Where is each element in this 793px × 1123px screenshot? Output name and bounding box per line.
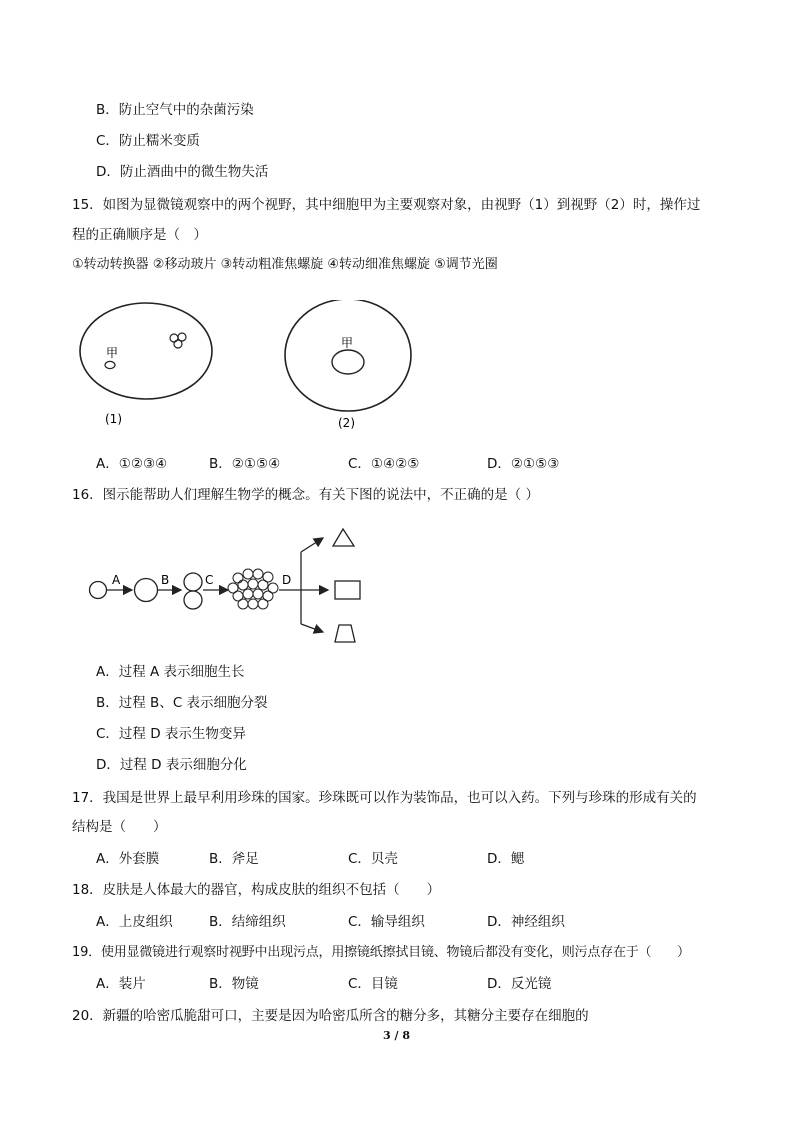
field-2-cell-jia <box>332 350 364 374</box>
process-c-label: C <box>205 573 214 587</box>
q18-option-b: B．结缔组织 <box>209 914 286 930</box>
process-a-label: A <box>112 573 121 587</box>
q17-option-a: A．外套膜 <box>96 851 160 867</box>
q14-option-c: C．防止糯米变质 <box>96 133 200 149</box>
q17-stem-line2: 结构是（ ） <box>72 819 167 835</box>
triangle-tissue-icon <box>333 529 354 546</box>
q15-option-a: A．①②③④ <box>96 456 168 472</box>
q15-option-b: B．②①⑤④ <box>209 456 281 472</box>
q15-microscope-fields-figure <box>72 300 432 440</box>
q19-option-c: C．目镜 <box>348 976 398 992</box>
q17-option-b: B．斧足 <box>209 851 259 867</box>
cell-cluster <box>228 569 278 609</box>
q19-stem: 19．使用显微镜进行观察时视野中出现污点，用擦镜纸擦拭目镜、物镜后都没有变化，则污点存在于（ ） <box>72 945 690 960</box>
grown-cell <box>135 579 158 602</box>
q19-option-d: D．反光镜 <box>487 976 552 992</box>
q18-stem: 18．皮肤是人体最大的器官，构成皮肤的组织不包括（ ） <box>72 882 441 898</box>
q14-option-d: D．防止酒曲中的微生物失活 <box>96 164 269 180</box>
field-1-label: 甲 <box>106 346 119 360</box>
field-2-caption: (2) <box>338 416 355 430</box>
q15-option-c: C．①④②⑤ <box>348 456 420 472</box>
q15-stem-line1: 15．如图为显微镜观察中的两个视野，其中细胞甲为主要观察对象，由视野（1）到视野（2）时，操作过 <box>72 197 701 213</box>
q19-option-b: B．物镜 <box>209 976 259 992</box>
q18-option-c: C．输导组织 <box>348 914 425 930</box>
field-1-circle <box>80 303 212 399</box>
q17-option-c: C．贝壳 <box>348 851 398 867</box>
q17-option-d: D．鳃 <box>487 851 525 867</box>
q19-option-a: A．装片 <box>96 976 146 992</box>
square-tissue-icon <box>335 581 360 599</box>
page-number: 3 / 8 <box>383 1029 410 1042</box>
divided-cell-top <box>184 573 202 591</box>
q16-option-a: A．过程 A 表示细胞生长 <box>96 664 245 680</box>
q17-stem-line1: 17．我国是世界上最早利用珍珠的国家。珍珠既可以作为装饰品，也可以入药。下列与珍珠的形成有关的 <box>72 790 697 806</box>
q16-stem: 16．图示能帮助人们理解生物学的概念。有关下图的说法中，不正确的是（ ） <box>72 487 539 503</box>
q18-option-a: A．上皮组织 <box>96 914 173 930</box>
field-2-circle <box>285 300 411 411</box>
q15-option-d: D．②①⑤③ <box>487 456 560 472</box>
field-1-caption: (1) <box>105 412 122 426</box>
process-d-label: D <box>282 573 292 587</box>
field-2-label: 甲 <box>341 336 354 350</box>
q20-stem: 20．新疆的哈密瓜脆甜可口，主要是因为哈密瓜所含的糖分多，其糖分主要存在细胞的 <box>72 1008 589 1024</box>
field-1-cell-jia <box>105 361 115 368</box>
process-b-label: B <box>161 573 170 587</box>
q16-option-d: D．过程 D 表示细胞分化 <box>96 757 247 773</box>
small-cell <box>90 582 107 599</box>
divided-cell-bottom <box>184 591 202 609</box>
q18-option-d: D．神经组织 <box>487 914 565 930</box>
q16-cell-process-figure <box>85 522 375 650</box>
q15-steps: ①转动转换器 ②移动玻片 ③转动粗准焦螺旋 ④转动细准焦螺旋 ⑤调节光圈 <box>72 257 498 272</box>
q16-option-b: B．过程 B、C 表示细胞分裂 <box>96 695 268 711</box>
q16-option-c: C．过程 D 表示生物变异 <box>96 726 246 742</box>
trapezoid-tissue-icon <box>335 625 355 642</box>
q14-option-b: B．防止空气中的杂菌污染 <box>96 102 254 118</box>
q15-stem-line2: 程的正确顺序是（ ） <box>72 227 207 243</box>
